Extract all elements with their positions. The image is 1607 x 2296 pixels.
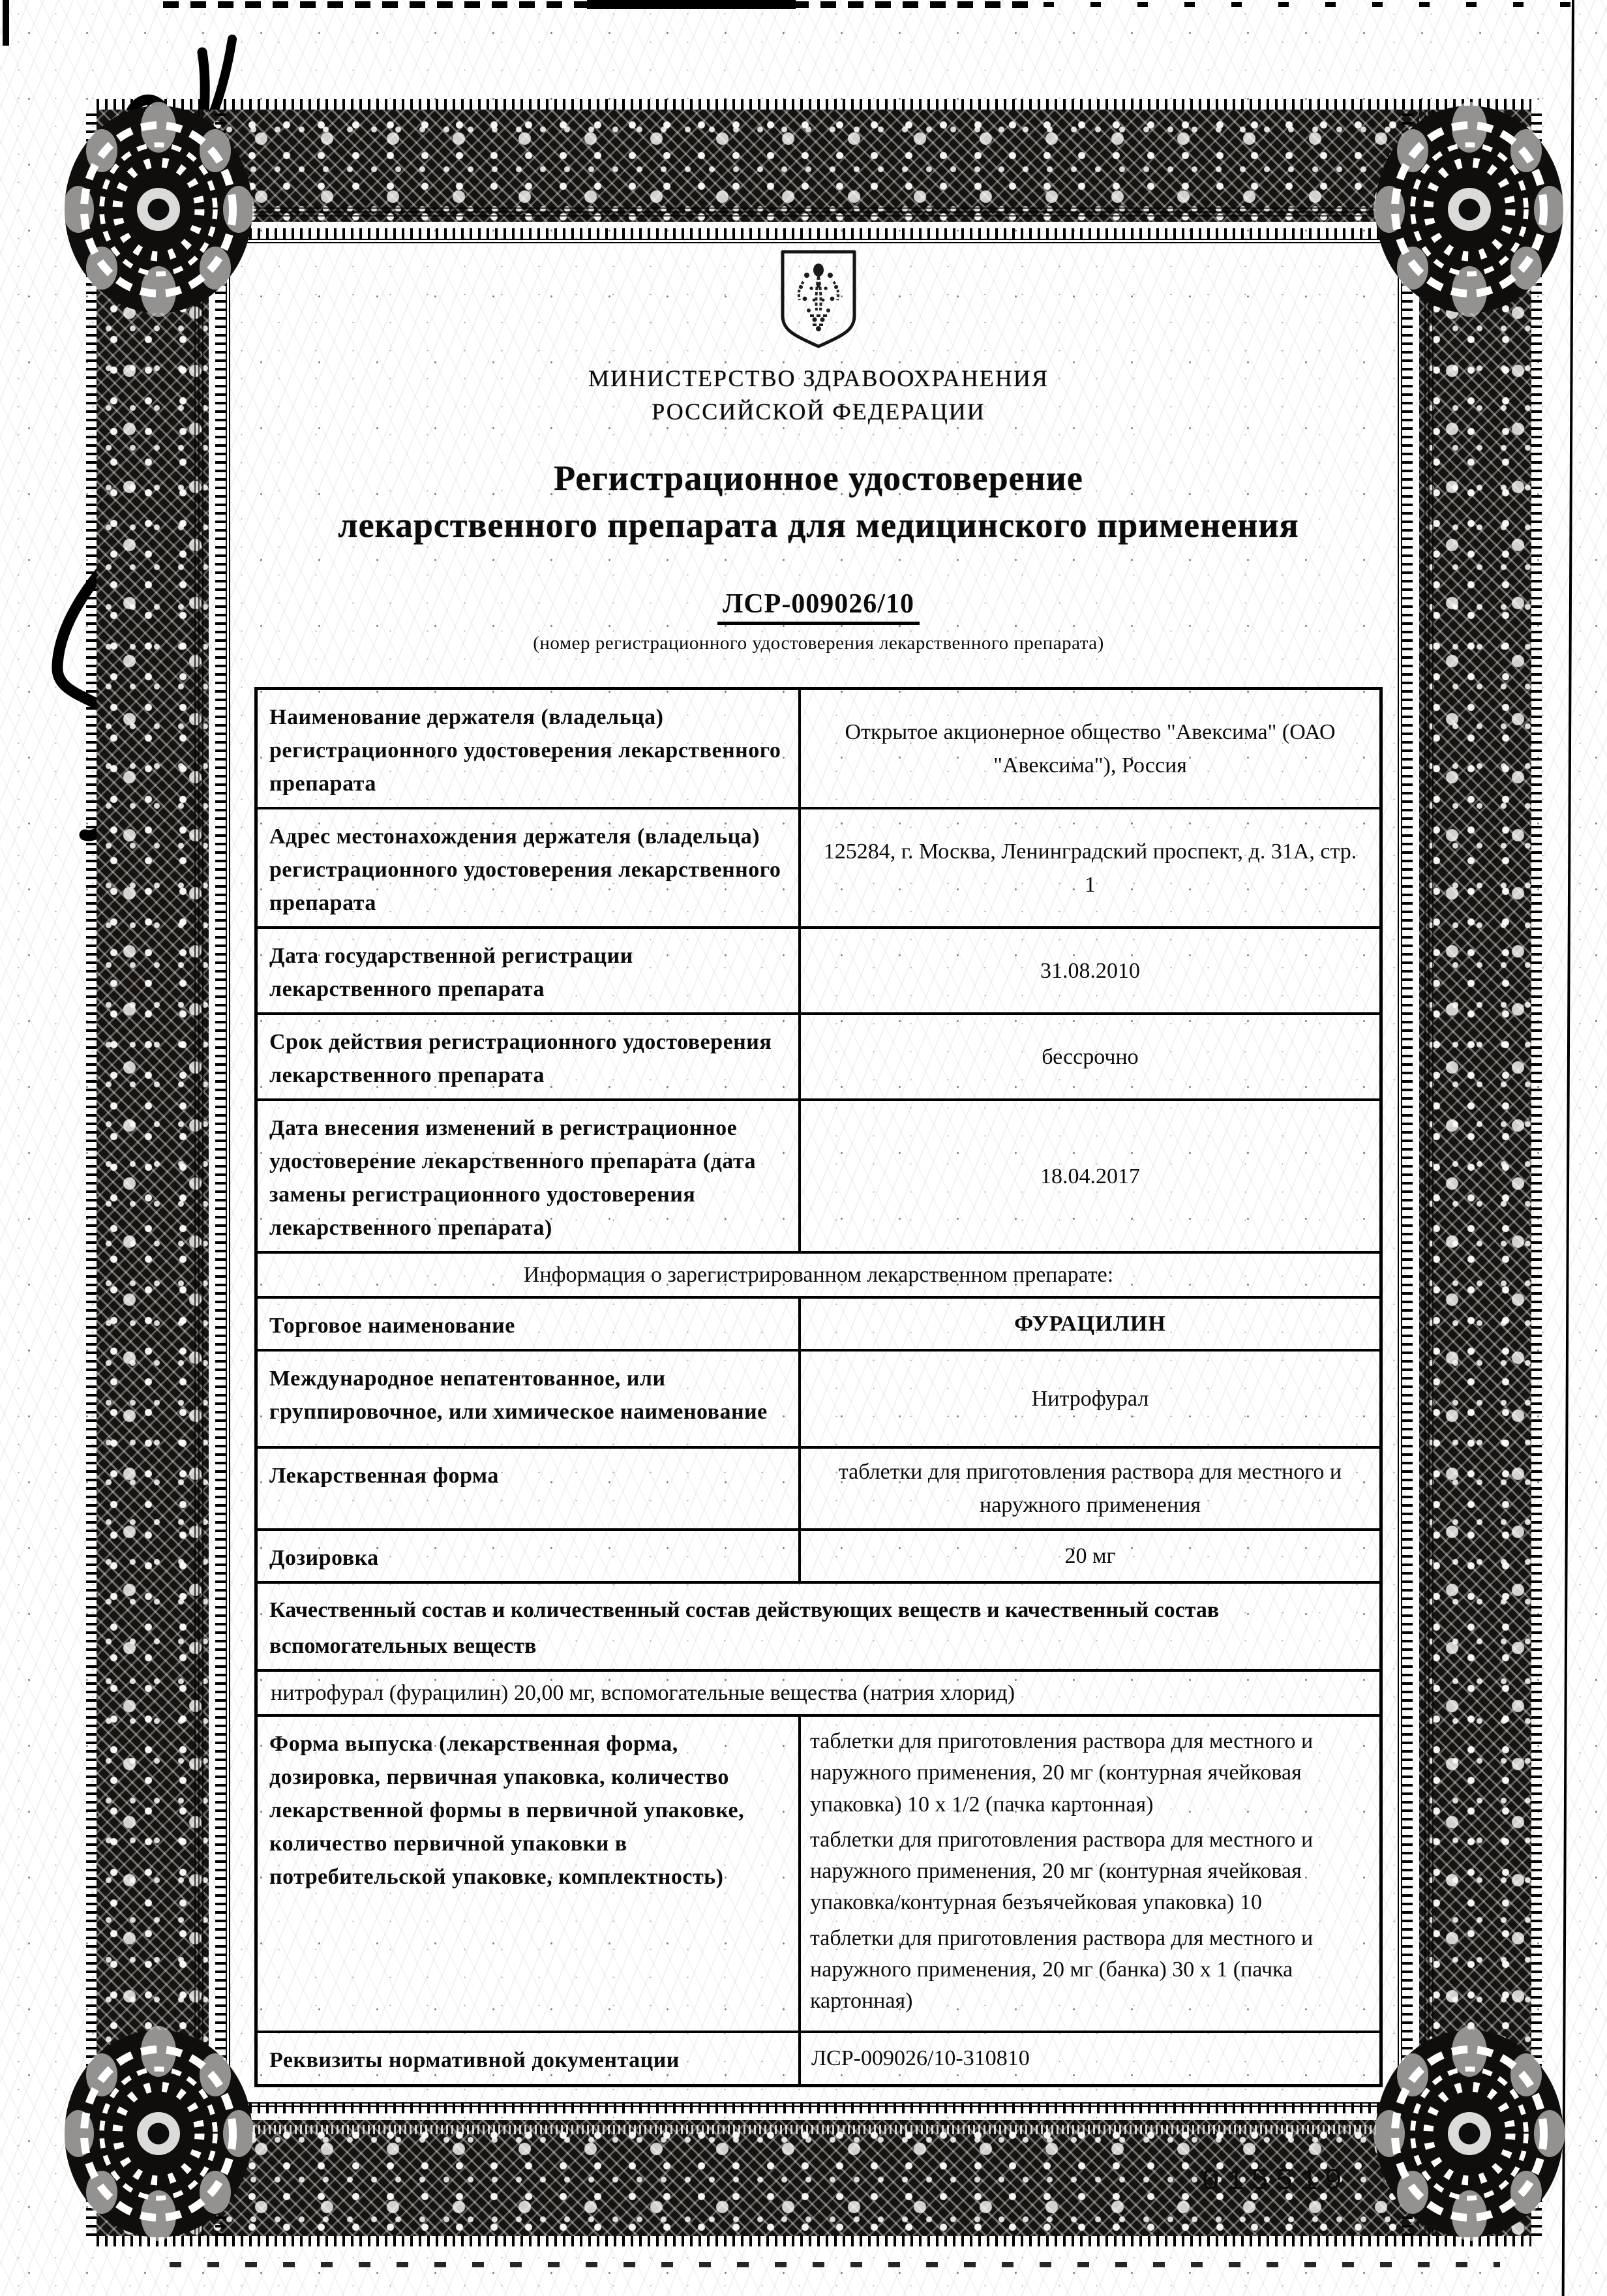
table-row-holder [258, 690, 1379, 807]
row-label: Международное непатентованное, или группировочное, или химическое наименование [258, 1352, 801, 1446]
row-value: 20 мг [1064, 1544, 1116, 1569]
scan-artifact-bottom-dashes [170, 2262, 1500, 2267]
ministry-name-line2: РОССИЙСКОЙ ФЕДЕРАЦИИ [652, 399, 985, 425]
row-label: Дозировка [258, 1531, 801, 1581]
row-label: Форма выпуска (лекарственная форма, дозировка, первичная упаковка, количество лекарственной формы в первичной упаковке, количество первичной упаковки в потребительской упаковке, комплектность) [258, 1717, 801, 2030]
table-row-trade-name [258, 1296, 1379, 1349]
row-value: 18.04.2017 [1040, 1164, 1140, 1188]
row-label: Торговое наименование [258, 1299, 801, 1349]
blank-serial-number: 015519 [1201, 2164, 1349, 2198]
release-form-variant-2: таблетки для приготовления раствора для местного и наружного применения, 20 мг (контурная ячейковая упаковка/контурная безъячейковая упаковка) 10 [810, 1827, 1314, 1915]
coat-of-arms-icon [777, 248, 860, 351]
border-fringe [86, 110, 97, 2236]
registration-number: ЛСР-009026/10 [717, 588, 920, 625]
corner-rosette-bottom-left [61, 2026, 256, 2241]
release-form-variant-3: таблетки для приготовления раствора для местного и наружного применения, 20 мг (банка) 30 х 1 (пачка картонная) [810, 1926, 1314, 2014]
table-row-release-form [258, 1714, 1379, 2030]
border-band-right [1419, 110, 1531, 2236]
table-row-validity [258, 1012, 1379, 1098]
border-stripe [1424, 110, 1434, 2236]
row-label: Срок действия регистрационного удостоверения лекарственного препарата [258, 1015, 801, 1098]
scan-artifact-left-notch [3, 0, 9, 46]
corner-rosette-bottom-right [1372, 2026, 1567, 2241]
table-row-amendment-date [258, 1098, 1379, 1251]
section-header: Информация о зарегистрированном лекарственном препарате: [523, 1262, 1114, 1287]
table-row-composition-label [258, 1581, 1379, 1669]
row-label: Дата внесения изменений в регистрационное удостоверение лекарственного препарата (дата замены регистрационного удостоверения лекарственного препарата) [258, 1101, 801, 1251]
document-title-line2: лекарственного препарата для медицинского применения [338, 506, 1299, 545]
release-form-variant-1: таблетки для приготовления раствора для местного и наружного применения, 20 мг (контурная ячейковая упаковка) 10 х 1/2 (пачка картонная) [810, 1729, 1314, 1817]
row-label: Дата государственной регистрации лекарственного препарата [258, 929, 801, 1012]
row-value: Нитрофурал [1031, 1387, 1149, 1412]
row-label: Реквизиты нормативной документации [258, 2033, 801, 2084]
border-fringe [1402, 110, 1413, 2236]
border-stripe [194, 110, 203, 2236]
row-value [801, 1717, 1379, 2030]
table-row-dosage-form [258, 1446, 1379, 1528]
row-value: Открытое акционерное общество "Авексима" (ОАО "Авексима"), Россия [845, 719, 1336, 778]
table-row-dosage [258, 1528, 1379, 1581]
border-fringe [215, 110, 226, 2236]
border-fringe [97, 2236, 1531, 2246]
table-row-normative-docs [258, 2031, 1379, 2084]
row-value: ФУРАЦИЛИН [1014, 1312, 1166, 1337]
border-fringe [97, 99, 1531, 110]
ministry-name-line1: МИНИСТЕРСТВО ЗДРАВООХРАНЕНИЯ [588, 365, 1049, 391]
composition-value: нитрофурал (фурацилин) 20,00 мг, вспомогательные вещества (натрия хлорид) [271, 1680, 1015, 1705]
table-row-composition-value [258, 1669, 1379, 1714]
row-value: ЛСР-009026/10-310810 [811, 2046, 1030, 2071]
scan-artifact-right-line [1562, 0, 1574, 2296]
row-value: бессрочно [1042, 1044, 1139, 1069]
scan-artifact-top-bar [587, 0, 796, 9]
composition-label: Качественный состав и количественный состав действующих веществ и качественный состав вспомогательных веществ [269, 1598, 1220, 1658]
scan-artifact-top-dashes2 [1044, 2, 1578, 7]
row-label: Наименование держателя (владельца) регистрационного удостоверения лекарственного препарата [258, 690, 801, 807]
border-band-top [97, 110, 1531, 222]
row-value: 125284, г. Москва, Ленинградский проспект, д. 31А, стр. 1 [823, 839, 1357, 897]
row-value: 31.08.2010 [1040, 958, 1140, 983]
row-value: таблетки для приготовления раствора для местного и наружного применения [838, 1460, 1342, 1518]
border-band-left [97, 110, 209, 2236]
registration-number-caption: (номер регистрационного удостоверения лекарственного препарата) [533, 633, 1104, 654]
table-row-registration-date [258, 926, 1379, 1012]
table-row-inn [258, 1349, 1379, 1446]
border-fringe [1531, 110, 1542, 2236]
corner-rosette-top-right [1372, 102, 1567, 317]
border-stripe [97, 207, 1531, 217]
row-label: Лекарственная форма [258, 1449, 801, 1528]
table-section-header-row [258, 1251, 1379, 1296]
row-label: Адрес местонахождения держателя (владельца) регистрационного удостоверения лекарственного препарата [258, 809, 801, 926]
certificate-table [254, 687, 1383, 2087]
table-row-address [258, 807, 1379, 926]
document-title-line1: Регистрационное удостоверение [554, 459, 1083, 498]
corner-rosette-top-left [61, 102, 256, 317]
certificate-content [254, 235, 1383, 2198]
